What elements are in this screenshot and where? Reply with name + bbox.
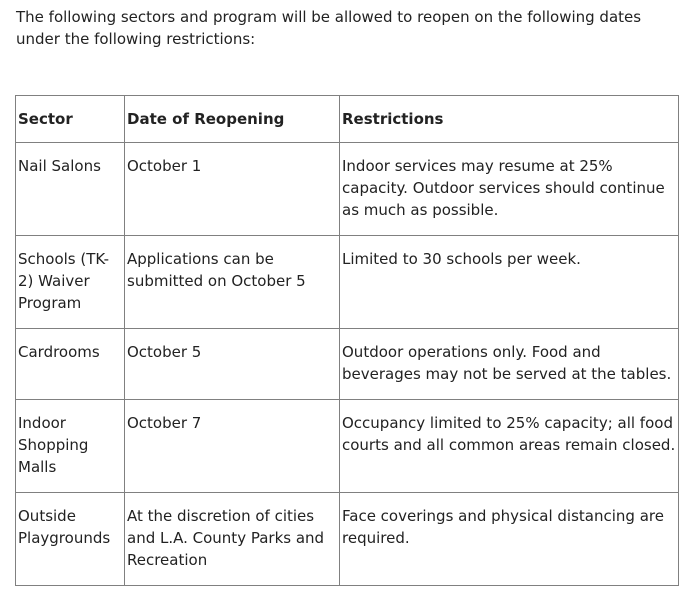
cell-date: October 1 [125, 143, 340, 236]
cell-date: Applications can be submitted on October 5 [125, 236, 340, 329]
table-row [16, 493, 679, 586]
cell-date: October 7 [125, 400, 340, 493]
header-restrictions: Restrictions [340, 96, 679, 143]
cell-restrictions: Face coverings and physical distancing are required. [340, 493, 679, 586]
cell-sector: Nail Salons [16, 143, 125, 236]
cell-restrictions: Indoor services may resume at 25% capacity. Outdoor services should continue as much as possible. [340, 143, 679, 236]
cell-date: October 5 [125, 329, 340, 400]
cell-sector: Outside Playgrounds [16, 493, 125, 586]
table-row [16, 329, 679, 400]
cell-date: At the discretion of cities and L.A. County Parks and Recreation [125, 493, 340, 586]
header-sector: Sector [16, 96, 125, 143]
header-date-of-reopening: Date of Reopening [125, 96, 340, 143]
reopening-table [15, 95, 679, 586]
cell-sector: Schools (TK-2) Waiver Program [16, 236, 125, 329]
intro-paragraph: The following sectors and program will be allowed to reopen on the following dates under the following restrictions: [16, 8, 642, 48]
cell-sector: Cardrooms [16, 329, 125, 400]
table-header-row [16, 96, 679, 143]
cell-sector: Indoor Shopping Malls [16, 400, 125, 493]
table-row [16, 236, 679, 329]
cell-restrictions: Outdoor operations only. Food and beverages may not be served at the tables. [340, 329, 679, 400]
cell-restrictions: Occupancy limited to 25% capacity; all food courts and all common areas remain closed. [340, 400, 679, 493]
cell-restrictions: Limited to 30 schools per week. [340, 236, 679, 329]
table-row [16, 400, 679, 493]
table-row [16, 143, 679, 236]
